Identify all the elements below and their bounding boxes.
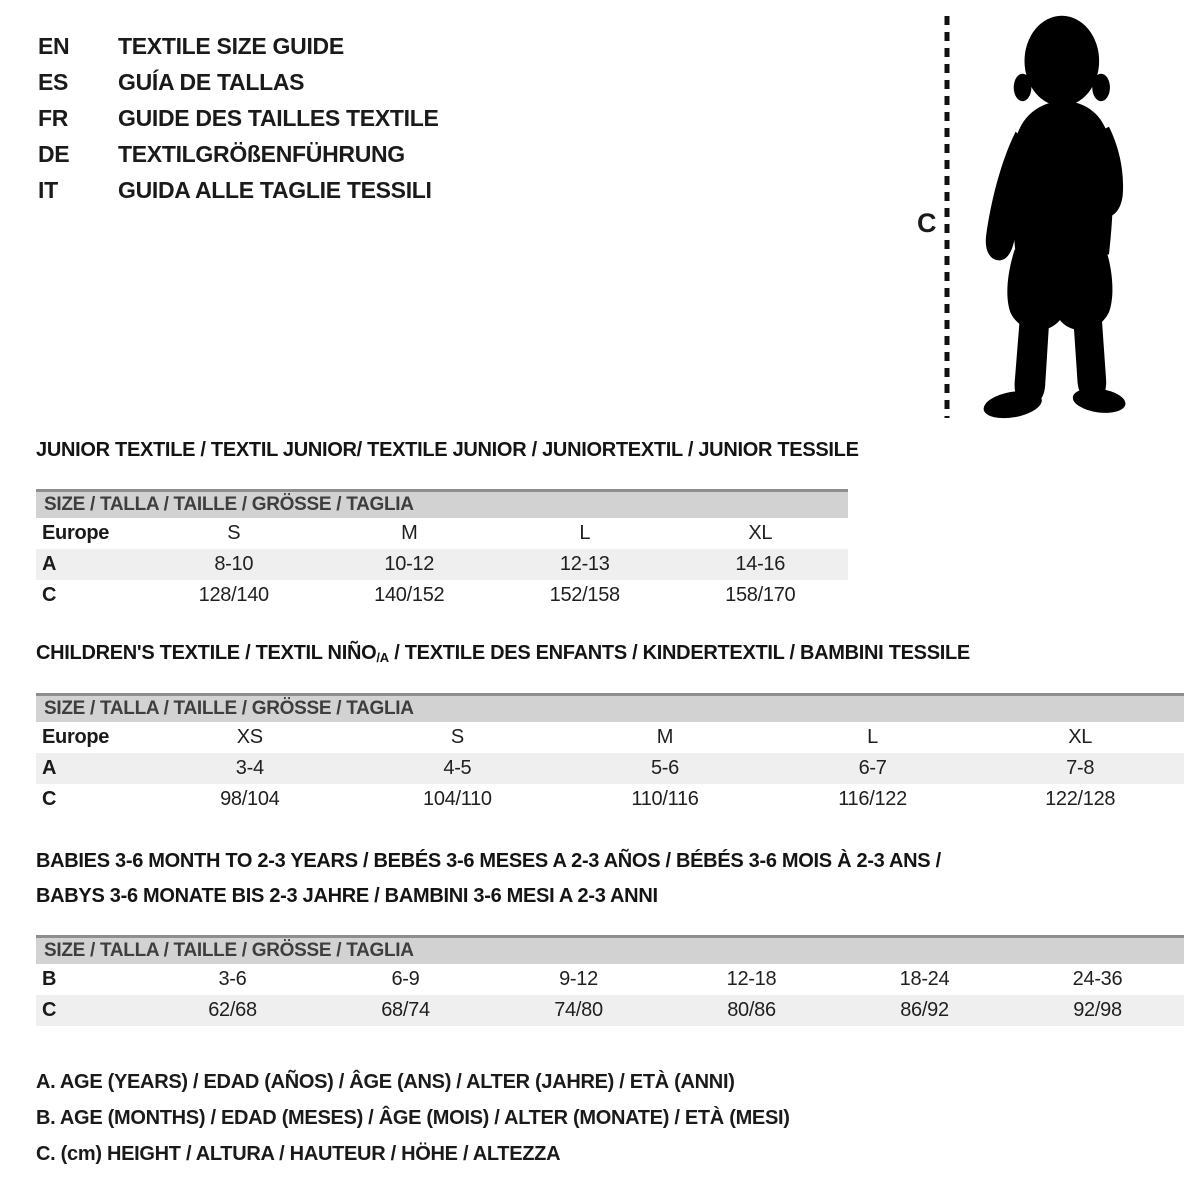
size-cell: 110/116 (631, 788, 699, 810)
guide-title-es: GUÍA DE TALLAS (118, 68, 305, 95)
language-row-de (38, 136, 439, 172)
size-cell: 158/170 (725, 584, 796, 606)
size-cell: XS (236, 726, 263, 748)
junior-table-row-c (36, 580, 848, 611)
babies-title-line (36, 879, 1184, 914)
size-cell: 12-18 (726, 968, 777, 990)
size-cell: 3-4 (235, 757, 264, 779)
row-label: Europe (42, 726, 110, 748)
language-header (38, 28, 439, 208)
junior-size-table (36, 489, 848, 611)
size-cell: 7-8 (1066, 757, 1095, 779)
size-cell: 68/74 (381, 999, 430, 1021)
junior-table-row-europe (36, 518, 848, 549)
size-cell: 6-9 (391, 968, 420, 990)
size-cell: 86/92 (900, 999, 949, 1021)
guide-title-de: TEXTILGRÖßENFÜHRUNG (118, 140, 405, 167)
size-cell: 98/104 (220, 788, 280, 810)
row-label: C (42, 999, 57, 1021)
size-cell: 152/158 (549, 584, 620, 606)
size-cell: 74/80 (554, 999, 603, 1021)
height-measure-figure (895, 0, 1200, 445)
size-cell: S (450, 726, 464, 748)
size-cell: M (401, 522, 418, 544)
language-code: FR (38, 104, 69, 131)
note-line-c: C. (cm) HEIGHT / ALTURA / HAUTEUR / HÖHE / ALTEZZA (36, 1143, 561, 1165)
size-cell: 14-16 (735, 553, 786, 575)
title-text: / TEXTILE DES ENFANTS / KINDERTEXTIL / BAMBINI TESSILE (388, 642, 970, 664)
children-size-header-bar: SIZE / TALLA / TAILLE / GRÖSSE / TAGLIA (36, 693, 1184, 722)
title-text: BABYS 3-6 MONATE BIS 2-3 JAHRE / BAMBINI 3-6 MESI A 2-3 ANNI (36, 885, 658, 907)
toddler-silhouette-icon (952, 4, 1152, 436)
size-cell: L (867, 726, 878, 748)
guide-title-fr: GUIDE DES TAILLES TEXTILE (118, 104, 439, 131)
size-cell: 5-6 (650, 757, 679, 779)
children-table-row-a (36, 753, 1184, 784)
size-cell: 10-12 (384, 553, 435, 575)
babies-title-line (36, 844, 1184, 879)
junior-title-line (36, 433, 859, 468)
size-cell: 6-7 (858, 757, 887, 779)
legend-notes (36, 1064, 790, 1172)
size-cell: 24-36 (1072, 968, 1123, 990)
size-cell: S (227, 522, 241, 544)
language-code: DE (38, 140, 70, 167)
junior-section-title (36, 433, 859, 468)
size-cell: 8-10 (214, 553, 254, 575)
row-label: B (42, 968, 57, 990)
title-text: CHILDREN'S TEXTILE / TEXTIL NIÑO (36, 642, 377, 664)
children-table-row-c (36, 784, 1184, 815)
language-code: EN (38, 32, 70, 59)
language-code: IT (38, 176, 58, 203)
language-code: ES (38, 68, 69, 95)
title-text: JUNIOR TEXTILE / TEXTIL JUNIOR/ TEXTILE JUNIOR / JUNIORTEXTIL / JUNIOR TESSILE (36, 439, 859, 461)
size-cell: L (579, 522, 591, 544)
height-measure-label-c: C (917, 208, 937, 238)
language-row-es (38, 64, 439, 100)
babies-size-header-bar: SIZE / TALLA / TAILLE / GRÖSSE / TAGLIA (36, 935, 1184, 964)
size-cell: XL (1068, 726, 1093, 748)
row-label: A (42, 757, 57, 779)
babies-table-row-c (36, 995, 1184, 1026)
junior-table-row-a (36, 549, 848, 580)
size-cell: 12-13 (559, 553, 610, 575)
junior-textile-section (36, 433, 859, 611)
size-cell: 128/140 (198, 584, 269, 606)
row-label: C (42, 584, 57, 606)
babies-section-title (36, 844, 1184, 914)
note-line-b: B. AGE (MONTHS) / EDAD (MESES) / ÂGE (MOIS) / ALTER (MONATE) / ETÀ (MESI) (36, 1107, 790, 1129)
title-text: BABIES 3-6 MONTH TO 2-3 YEARS / BEBÉS 3-6 MESES A 2-3 AÑOS / BÉBÉS 3-6 MOIS À 2-3 ANS / (36, 850, 941, 872)
size-cell: M (656, 726, 674, 748)
babies-table-row-b (36, 964, 1184, 995)
subscript-text: /A (376, 650, 389, 665)
size-cell: 3-6 (218, 968, 247, 990)
size-cell: 62/68 (208, 999, 257, 1021)
row-label: A (42, 553, 57, 575)
guide-title-it: GUIDA ALLE TAGLIE TESSILI (118, 176, 432, 203)
size-cell: 9-12 (559, 968, 598, 990)
babies-size-table (36, 935, 1184, 1026)
height-measure-dashed-line (943, 16, 951, 418)
children-title-line (36, 636, 1184, 672)
size-cell: 80/86 (727, 999, 776, 1021)
babies-textile-section (36, 844, 1184, 1026)
size-cell: 4-5 (443, 757, 472, 779)
size-cell: 104/110 (423, 788, 492, 810)
children-table-row-europe (36, 722, 1184, 753)
children-section-title (36, 636, 1184, 672)
size-cell: 116/122 (838, 788, 907, 810)
junior-size-header-bar: SIZE / TALLA / TAILLE / GRÖSSE / TAGLIA (36, 489, 848, 518)
children-textile-section (36, 636, 1184, 815)
language-row-it (38, 172, 439, 208)
note-line-a: A. AGE (YEARS) / EDAD (AÑOS) / ÂGE (ANS) / ALTER (JAHRE) / ETÀ (ANNI) (36, 1071, 735, 1093)
size-cell: 18-24 (899, 968, 950, 990)
guide-title-en: TEXTILE SIZE GUIDE (118, 32, 344, 59)
size-cell: 122/128 (1045, 788, 1116, 810)
row-label: Europe (42, 522, 110, 544)
row-label: C (42, 788, 57, 810)
size-cell: XL (748, 522, 773, 544)
children-size-table (36, 693, 1184, 815)
size-cell: 140/152 (374, 584, 445, 606)
language-row-en (38, 28, 439, 64)
size-cell: 92/98 (1073, 999, 1122, 1021)
language-row-fr (38, 100, 439, 136)
